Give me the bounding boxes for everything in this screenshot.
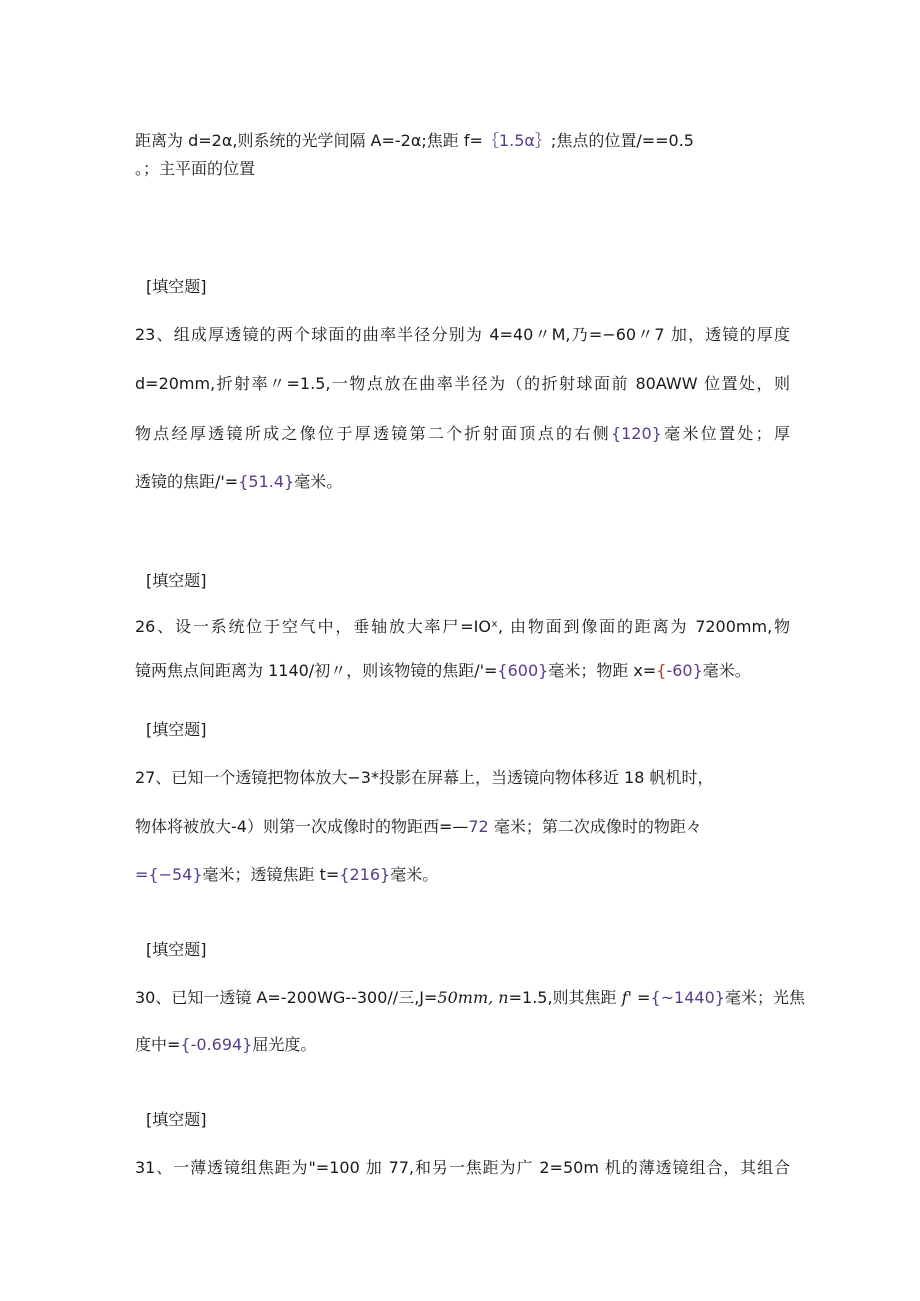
q26-line-2: [135, 660, 751, 682]
q30-italic-1: 50mm, n: [437, 988, 509, 1007]
q27-text-3b: 毫米；透镜焦距 t=: [202, 865, 340, 884]
q30-italic-2: f': [621, 988, 632, 1007]
q23-answer-focal-length: {51.4}: [238, 472, 295, 491]
q23-text-4a: 透镜的焦距/'=: [135, 472, 239, 491]
q27-answer-focal-length: {216}: [339, 865, 391, 884]
q27-text-2a: 物体将被放大-4）则第一次成像时的物距西=—: [135, 817, 469, 836]
q27-text-3a: =: [135, 865, 149, 884]
q26-text-2c: 毫米。: [702, 661, 751, 680]
question-type-tag-23: [填空题]: [146, 277, 207, 296]
q26-text-2a: 镜两焦点间距离为 1140/初〃，则该物镜的焦距/'=: [135, 661, 498, 680]
q26-answer-object-distance: -60}: [666, 661, 703, 680]
q31-line-1: 31、一薄透镜组焦距为"=100 加 77,和另一焦距为广 2=50m 机的薄透镜组合，其组合: [135, 1158, 790, 1177]
q27-line-1: 27、已知一个透镜把物体放大−3*投影在屏幕上，当透镜向物体移近 18 帆机时，: [135, 768, 714, 787]
question-type-tag-27: [填空题]: [146, 720, 207, 739]
q26-answer-brace: {: [656, 661, 667, 680]
q23-text-3b: 毫米位置处；厚: [661, 424, 790, 443]
q23-text-4b: 毫米。: [294, 472, 343, 491]
q27-line-2: [135, 816, 702, 838]
q27-line-3: [135, 864, 438, 886]
question-type-tag-26: [填空题]: [146, 571, 207, 590]
intro-line-1: [135, 130, 694, 152]
q30-text-1c: =: [631, 988, 651, 1007]
q30-text-1d: 毫米；光焦: [724, 988, 805, 1007]
q23-text-3a: 物点经厚透镜所成之像位于厚透镜第二个折射面顶点的右侧: [135, 424, 611, 443]
q23-line-4: [135, 471, 342, 493]
q30-text-2a: 度中=: [135, 1035, 181, 1054]
intro-line-2: [135, 158, 255, 180]
intro-text-2: 。；主平面的位置: [135, 159, 256, 178]
q30-answer-focal-length: {~1440}: [650, 988, 725, 1007]
q27-text-3c: 毫米。: [390, 865, 439, 884]
q30-text-1b: =1.5,则其焦距: [508, 988, 622, 1007]
question-type-tag-31: [填空题]: [146, 1110, 207, 1129]
q26-answer-focal-length: {600}: [497, 661, 549, 680]
q26-line-1: 26、设一系统位于空气中，垂轴放大率尸=IOˣ, 由物面到像面的距离为 7200mm,物: [135, 617, 790, 636]
q23-answer-image-distance: {120}: [610, 424, 662, 443]
q27-text-2b: 毫米；第二次成像时的物距々: [488, 817, 702, 836]
q30-answer-optical-power: {-0.694}: [180, 1035, 253, 1054]
q27-answer-first-distance: 72: [468, 817, 489, 836]
q30-line-1: [135, 987, 805, 1009]
intro-text-a: 距离为 d=2α,则系统的光学间隔 A=-2α;焦距 f=: [135, 131, 483, 150]
q23-line-1: 23、组成厚透镜的两个球面的曲率半径分别为 4=40〃M,乃=−60〃7 加，透镜的厚度: [135, 325, 790, 344]
q23-line-3: [135, 423, 790, 445]
q30-text-1a: 30、已知一透镜 A=-200WG--300∕∕三,J=: [135, 988, 438, 1007]
q30-text-2b: 屈光度。: [252, 1035, 317, 1054]
q27-answer-second-distance: {−54}: [148, 865, 203, 884]
q23-line-2: d=20mm,折射率〃=1.5,一物点放在曲率半径为（的折射球面前 80AWW 位置处，则: [135, 374, 790, 393]
question-type-tag-30: [填空题]: [146, 940, 207, 959]
intro-answer: ｛1.5α｝: [482, 131, 551, 150]
q30-line-2: [135, 1034, 316, 1056]
intro-text-b: ;焦点的位置/==0.5: [550, 131, 694, 150]
q26-text-2b: 毫米；物距 x=: [548, 661, 657, 680]
